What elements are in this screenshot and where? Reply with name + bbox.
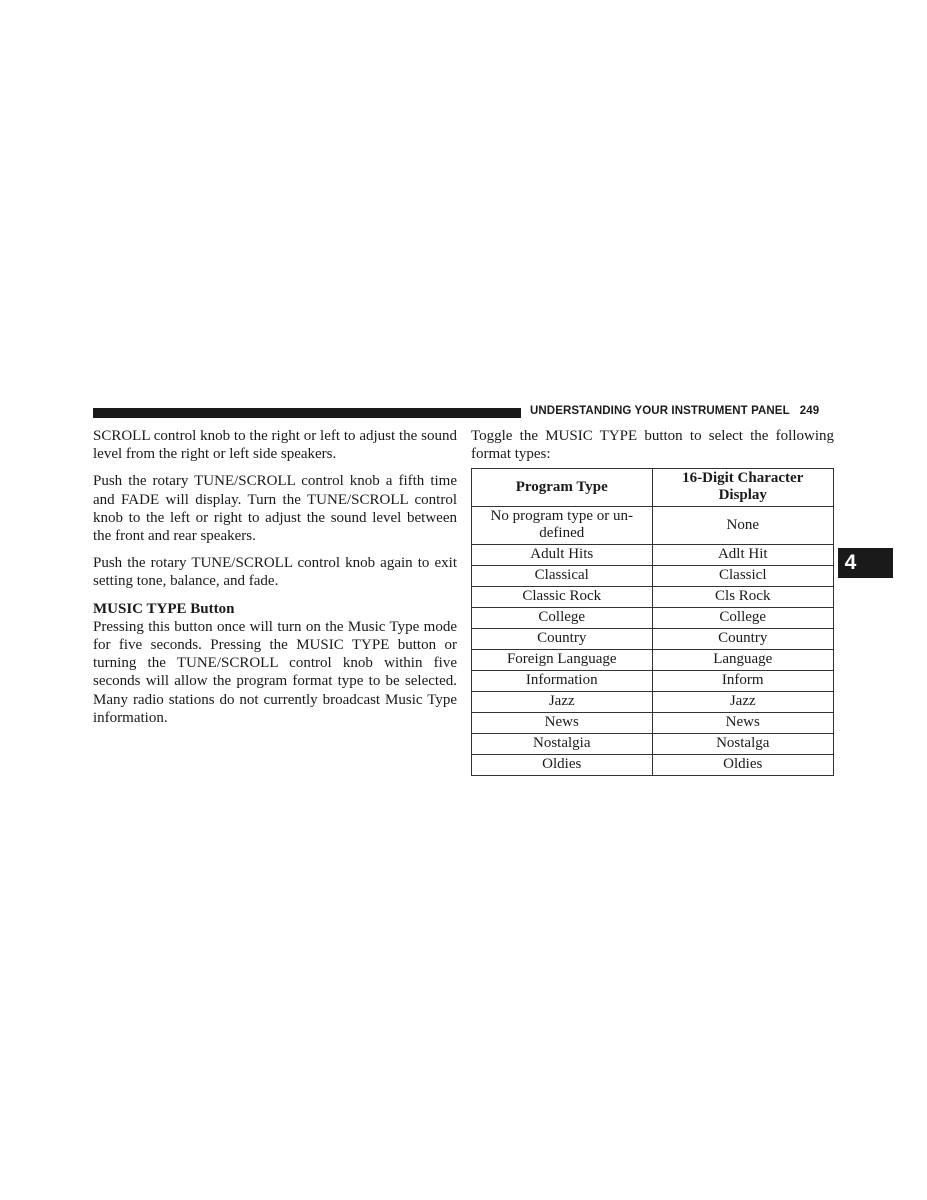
table-row <box>472 566 834 587</box>
cell-display: Classicl <box>652 566 833 587</box>
cell-program-type: Jazz <box>472 692 653 713</box>
cell-display: Inform <box>652 671 833 692</box>
table-row <box>472 629 834 650</box>
left-column <box>93 427 457 727</box>
cell-program-type: Country <box>472 629 653 650</box>
table-row <box>472 650 834 671</box>
cell-display: Jazz <box>652 692 833 713</box>
cell-program-type: Foreign Language <box>472 650 653 671</box>
chapter-tab: 4 <box>838 548 893 578</box>
table-row <box>472 713 834 734</box>
table-intro: Toggle the MUSIC TYPE button to select the following format types: <box>471 428 834 463</box>
table-row <box>472 755 834 776</box>
paragraph-music-type: Pressing this button once will turn on the Music Type mode for five seconds. Pressing the MUSIC TYPE button or turning the TUNE/SCROLL control knob within five seconds will allow the program format type to be selected. Many radio stations do not currently broadcast Music Type information. <box>93 618 457 726</box>
running-header <box>530 405 819 417</box>
section-title: UNDERSTANDING YOUR INSTRUMENT PANEL <box>530 405 790 417</box>
cell-display: Oldies <box>652 755 833 776</box>
page-number: 249 <box>799 405 820 417</box>
paragraph-fade: Push the rotary TUNE/SCROLL control knob a fifth time and FADE will display. Turn the TUNE/SCROLL control knob to the left or right to adjust the sound level between the front and rear speakers. <box>93 473 457 545</box>
paragraph-scroll: SCROLL control knob to the right or left to adjust the sound level from the right or left side speakers. <box>93 428 457 463</box>
table-row <box>472 671 834 692</box>
cell-program-type: College <box>472 608 653 629</box>
cell-display: None <box>652 507 833 545</box>
cell-program-type: Classic Rock <box>472 587 653 608</box>
program-type-table <box>471 468 834 776</box>
cell-display: College <box>652 608 833 629</box>
cell-display: Country <box>652 629 833 650</box>
cell-program-type: Adult Hits <box>472 545 653 566</box>
cell-display: News <box>652 713 833 734</box>
music-type-heading: MUSIC TYPE Button <box>93 600 235 617</box>
table-row <box>472 507 834 545</box>
cell-program-type: Classical <box>472 566 653 587</box>
cell-display: Language <box>652 650 833 671</box>
cell-program-type: Information <box>472 671 653 692</box>
cell-program-type: No program type or un-defined <box>472 507 653 545</box>
cell-program-type: News <box>472 713 653 734</box>
paragraph-exit: Push the rotary TUNE/SCROLL control knob again to exit setting tone, balance, and fade. <box>93 555 457 590</box>
table-row <box>472 608 834 629</box>
cell-program-type: Nostalgia <box>472 734 653 755</box>
table-header-row <box>472 469 834 507</box>
table-row <box>472 545 834 566</box>
table-row <box>472 734 834 755</box>
cell-display: Adlt Hit <box>652 545 833 566</box>
cell-display: Nostalga <box>652 734 833 755</box>
cell-display: Cls Rock <box>652 587 833 608</box>
table-row <box>472 692 834 713</box>
header-program-type: Program Type <box>472 469 653 507</box>
header-rule <box>93 408 521 418</box>
cell-program-type: Oldies <box>472 755 653 776</box>
table-row <box>472 587 834 608</box>
right-column <box>471 427 834 776</box>
header-display: 16-Digit Character Display <box>652 469 833 507</box>
